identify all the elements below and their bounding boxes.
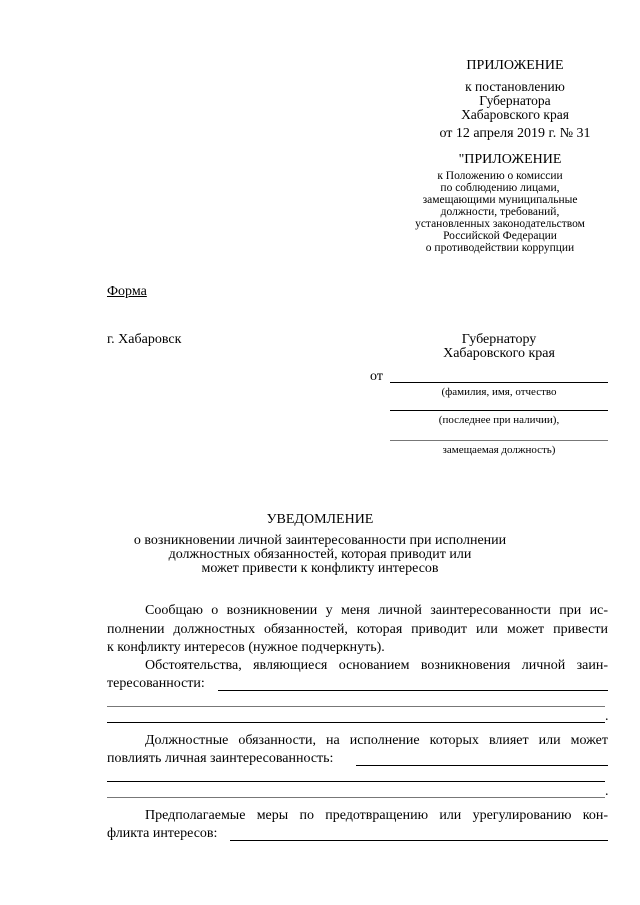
annex-title: ПРИЛОЖЕНИЕ bbox=[466, 58, 564, 73]
name-line-2[interactable] bbox=[390, 410, 608, 411]
annex2-line: замещающими муниципальные bbox=[422, 194, 578, 206]
form-label: Форма bbox=[107, 284, 147, 299]
paragraph-1-line-1: Сообщаю о возникновении у меня личной заинтересованности при ис- bbox=[145, 603, 608, 618]
duties-line-3[interactable] bbox=[107, 797, 605, 798]
annex2-title: "ПРИЛОЖЕНИЕ bbox=[458, 152, 562, 167]
annex2-line: по соблюдению лицами, bbox=[440, 182, 560, 194]
name-hint: (фамилия, имя, отчество bbox=[441, 386, 557, 398]
position-hint: замещаемая должность) bbox=[442, 444, 556, 456]
notice-title: УВЕДОМЛЕНИЕ bbox=[266, 512, 374, 527]
paragraph-1-line-3: к конфликту интересов (нужное подчеркнуть). bbox=[107, 640, 385, 655]
annex-line-3: Хабаровского края bbox=[461, 107, 569, 122]
annex2-line: к Положению о комиссии bbox=[437, 170, 563, 182]
period: . bbox=[605, 709, 609, 724]
annex2-line: должности, требований, bbox=[440, 206, 560, 218]
circumstances-line-2[interactable] bbox=[107, 706, 605, 707]
annex-line-2: Губернатора bbox=[479, 93, 551, 108]
addressee-line-1: Губернатору bbox=[461, 332, 537, 347]
duties-line-1[interactable] bbox=[356, 765, 608, 766]
paragraph-3-line-1: Должностные обязанности, на исполнение которых влияет или может bbox=[145, 733, 608, 748]
notice-subtitle-1: о возникновении личной заинтересованности при исполнении bbox=[133, 533, 507, 548]
addressee-line-2: Хабаровского края bbox=[443, 346, 555, 361]
measures-line-1[interactable] bbox=[230, 840, 608, 841]
paragraph-4-line-1: Предполагаемые меры по предотвращению или урегулированию кон- bbox=[145, 808, 608, 823]
paragraph-4-line-2: фликта интересов: bbox=[107, 826, 218, 841]
from-label: от bbox=[370, 369, 383, 384]
circumstances-line-1[interactable] bbox=[218, 690, 608, 691]
annex2-line: Российской Федерации bbox=[443, 230, 557, 242]
city: г. Хабаровск bbox=[107, 332, 182, 347]
annex-date: от 12 апреля 2019 г. № 31 bbox=[439, 126, 591, 141]
paragraph-1-line-2: полнении должностных обязанностей, которая приводит или может привести bbox=[107, 622, 608, 637]
annex-line-1: к постановлению bbox=[465, 79, 565, 94]
duties-line-2[interactable] bbox=[107, 781, 605, 782]
paragraph-2-line-1: Обстоятельства, являющиеся основанием возникновения личной заин- bbox=[145, 658, 608, 673]
name-line[interactable] bbox=[390, 382, 608, 383]
paragraph-2-line-2: тересованности: bbox=[107, 676, 205, 691]
position-line[interactable] bbox=[390, 440, 608, 441]
notice-subtitle-2: должностных обязанностей, которая приводит или bbox=[168, 547, 472, 562]
circumstances-line-3[interactable] bbox=[107, 722, 605, 723]
annex2-line: установленных законодательством bbox=[415, 218, 585, 230]
patronymic-hint: (последнее при наличии), bbox=[438, 414, 560, 426]
annex2-line: о противодействии коррупции bbox=[425, 242, 575, 254]
period: . bbox=[605, 784, 609, 799]
paragraph-3-line-2: повлиять личная заинтересованность: bbox=[107, 751, 334, 766]
notice-subtitle-3: может привести к конфликту интересов bbox=[201, 561, 439, 576]
